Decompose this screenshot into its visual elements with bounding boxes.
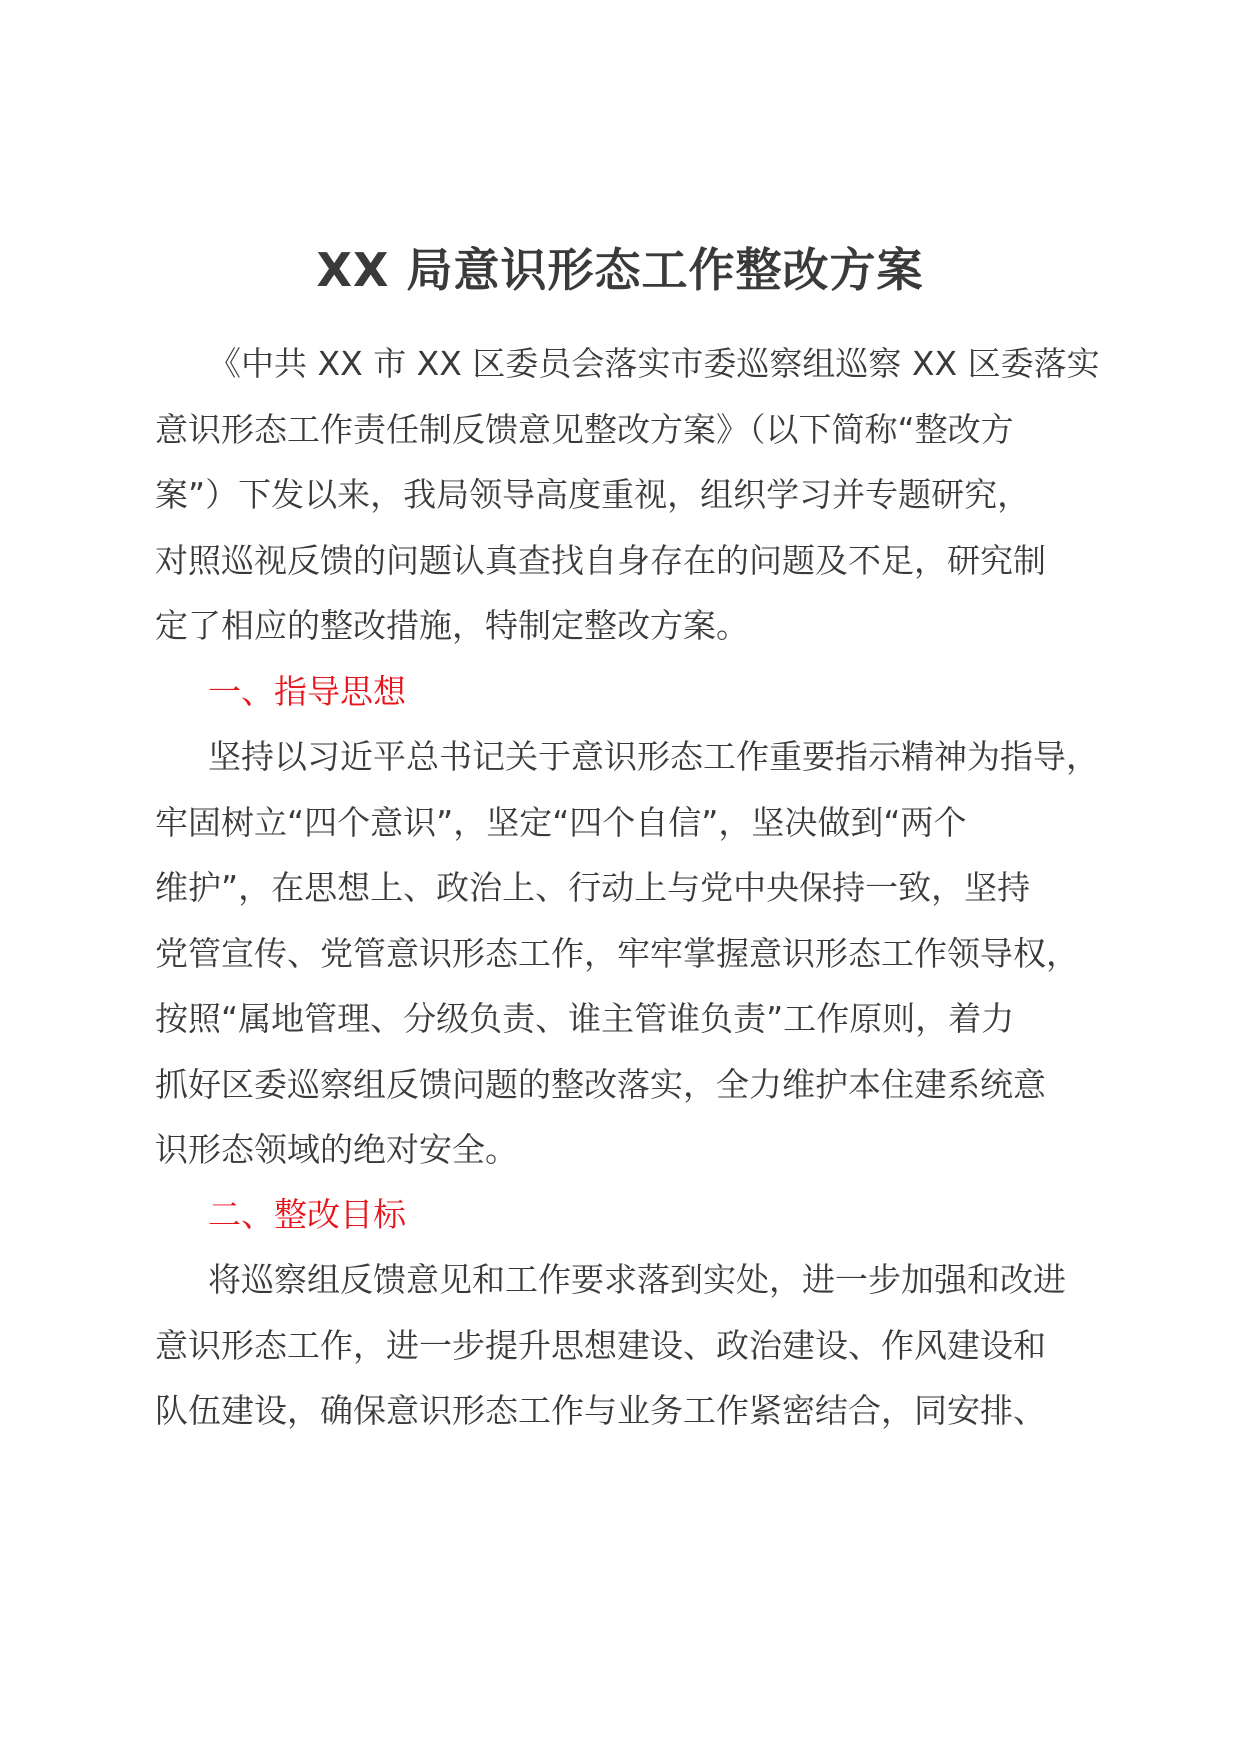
paragraph-line: 牢固树立“四个意识”，坚定“四个自信”，坚决做到“两个 (155, 802, 967, 842)
paragraph-line: 意识形态工作，进一步提升思想建设、政治建设、作风建设和 (155, 1325, 1046, 1365)
paragraph-line: 抓好区委巡察组反馈问题的整改落实，全力维护本住建系统意 (155, 1064, 1046, 1104)
paragraph-line: 队伍建设，确保意识形态工作与业务工作紧密结合，同安排、 (155, 1391, 1046, 1430)
paragraph-line: 按照“属地管理、分级负责、谁主管谁负责”工作原则，着力 (155, 999, 1015, 1038)
paragraph-line: 识形态领域的绝对安全。 (155, 1130, 518, 1169)
document-title: XX 局意识形态工作整改方案 (316, 243, 924, 297)
paragraph-line: 坚持以习近平总书记关于意识形态工作重要指示精神为指导， (208, 737, 1099, 776)
paragraph-line: 对照巡视反馈的问题认真查找自身存在的问题及不足，研究制 (155, 540, 1046, 580)
paragraph-line: 案”）下发以来，我局领导高度重视，组织学习并专题研究， (155, 475, 1031, 514)
paragraph-line: 维护”，在思想上、政治上、行动上与党中央保持一致，坚持 (155, 868, 1031, 907)
rectification-goals-paragraph (155, 1247, 1100, 1444)
paragraph-line: 将巡察组反馈意见和工作要求落到实处，进一步加强和改进 (208, 1260, 1066, 1299)
intro-paragraph (155, 331, 1100, 659)
paragraph-line: 党管宣传、党管意识形态工作，牢牢掌握意识形态工作领导权， (155, 933, 1079, 973)
section-heading-text: 一、指导思想 (208, 672, 406, 711)
section-heading-text: 二、整改目标 (208, 1195, 406, 1234)
section-heading-guiding-ideology (155, 659, 1100, 725)
paragraph-line: 《中共 XX 市 XX 区委员会落实市委巡察组巡察 XX 区委落实 (208, 344, 1100, 383)
guiding-ideology-paragraph (155, 724, 1100, 1183)
section-heading-rectification-goals (155, 1182, 1100, 1248)
paragraph-line: 意识形态工作责任制反馈意见整改方案》（以下简称“整改方 (155, 409, 1014, 449)
paragraph-line: 定了相应的整改措施，特制定整改方案。 (155, 606, 749, 645)
